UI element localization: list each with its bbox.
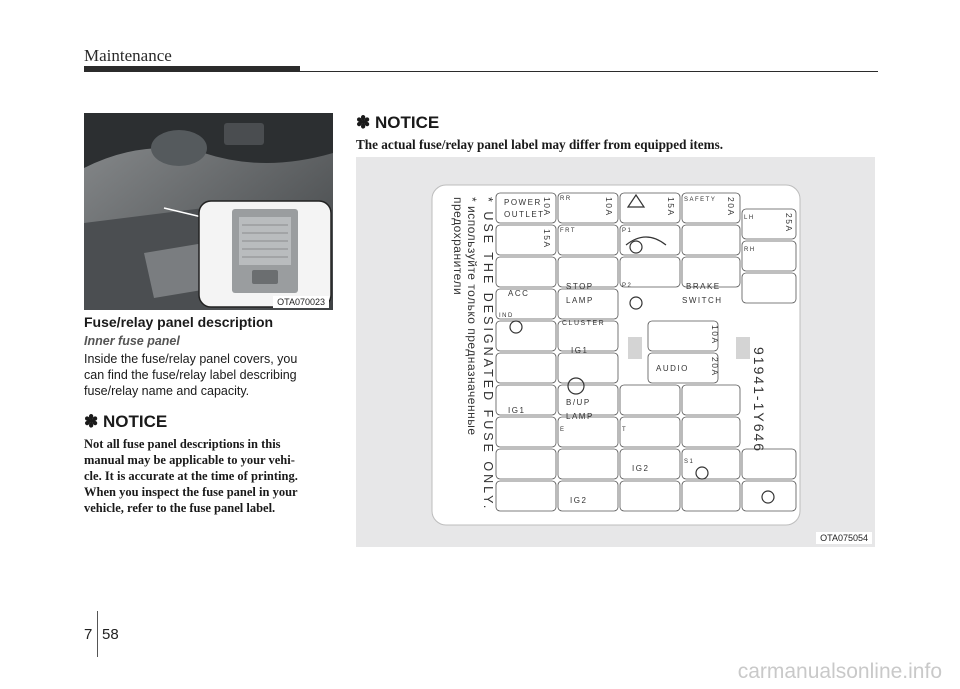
label-rr: RR xyxy=(560,196,572,202)
label-lh: LH xyxy=(744,215,755,221)
fuse-panel-location-photo xyxy=(84,113,333,310)
page-header-title: Maintenance xyxy=(84,46,172,65)
label-acc: ACC xyxy=(508,289,530,298)
header-rule xyxy=(300,71,878,72)
warning-russian-line1: * используйте только предназначенные xyxy=(465,197,479,436)
label-cluster: CLUSTER xyxy=(562,320,606,327)
chapter-number: 7 xyxy=(84,626,93,643)
section-title: Fuse/relay panel description xyxy=(84,314,274,330)
part-number: 91941-1Y646 xyxy=(751,347,767,454)
notice-line: manual may be applicable to your vehi- xyxy=(84,453,295,467)
label-p2: P2 xyxy=(622,283,633,289)
notice-text-right: The actual fuse/relay panel label may differ from equipped items. xyxy=(356,137,724,152)
photo-caption: OTA070023 xyxy=(273,296,329,308)
label-bup-lamp: LAMP xyxy=(566,412,594,421)
label-safety: SAFETY xyxy=(684,197,717,203)
body-line: can find the fuse/relay label describing xyxy=(84,368,297,382)
rating-20a: 20A xyxy=(710,357,720,377)
label-bup: B/UP xyxy=(566,398,591,407)
body-paragraph xyxy=(84,351,335,399)
rating-10a: 10A xyxy=(542,197,552,217)
notice-line: When you inspect the fuse panel in your xyxy=(84,485,298,499)
fuse-panel-label xyxy=(356,157,875,547)
label-frt: FRT xyxy=(560,228,577,234)
label-rh: RH xyxy=(744,247,756,253)
notice-line: vehicle, refer to the fuse panel label. xyxy=(84,501,276,515)
diagram-caption: OTA075054 xyxy=(816,532,872,544)
label-ig1-2: IG1 xyxy=(508,406,526,415)
photo-illustration xyxy=(84,113,333,310)
page-number-divider xyxy=(97,611,98,657)
rating-10a: 10A xyxy=(604,197,614,217)
label-ig2-2: IG2 xyxy=(570,496,588,505)
notice-heading-right: ✽ NOTICE xyxy=(356,113,440,132)
label-stop: STOP xyxy=(566,282,594,291)
rating-25a: 25A xyxy=(784,213,794,233)
label-audio: AUDIO xyxy=(656,364,689,373)
label-lamp: LAMP xyxy=(566,296,594,305)
rating-10a: 10A xyxy=(710,325,720,345)
label-t: T xyxy=(622,427,628,433)
relay-socket xyxy=(628,337,642,359)
label-e: E xyxy=(560,427,566,433)
relay-socket xyxy=(736,337,750,359)
label-brake: BRAKE xyxy=(686,282,721,291)
body-line: fuse/relay name and capacity. xyxy=(84,384,250,398)
notice-line: cle. It is accurate at the time of printing. xyxy=(84,469,298,483)
rating-15a: 15A xyxy=(666,197,676,217)
rating-20a: 20A xyxy=(726,197,736,217)
warning-russian-line2: предохранители xyxy=(451,197,465,296)
subsection-title: Inner fuse panel xyxy=(84,334,180,348)
notice-heading: ✽ NOTICE xyxy=(84,412,168,431)
watermark: carmanualsonline.info xyxy=(737,660,942,683)
notice-paragraph xyxy=(84,436,335,516)
label-ig1: IG1 xyxy=(571,346,589,355)
body-line: Inside the fuse/relay panel covers, you xyxy=(84,352,298,366)
page-number: 58 xyxy=(102,626,119,643)
label-s1: S1 xyxy=(684,459,695,465)
rating-15a: 15A xyxy=(542,229,552,249)
label-power: POWER xyxy=(504,198,542,207)
label-switch: SWITCH xyxy=(682,296,723,305)
notice-line: Not all fuse panel descriptions in this xyxy=(84,437,281,451)
warning-english: * USE THE DESIGNATED FUSE ONLY. xyxy=(481,197,495,512)
header-bar xyxy=(84,66,300,72)
fuse-panel-diagram xyxy=(356,157,875,547)
label-ind: IND xyxy=(499,313,514,319)
label-p1: P1 xyxy=(622,228,633,234)
label-ig2: IG2 xyxy=(632,464,650,473)
label-outlet: OUTLET xyxy=(504,210,545,219)
